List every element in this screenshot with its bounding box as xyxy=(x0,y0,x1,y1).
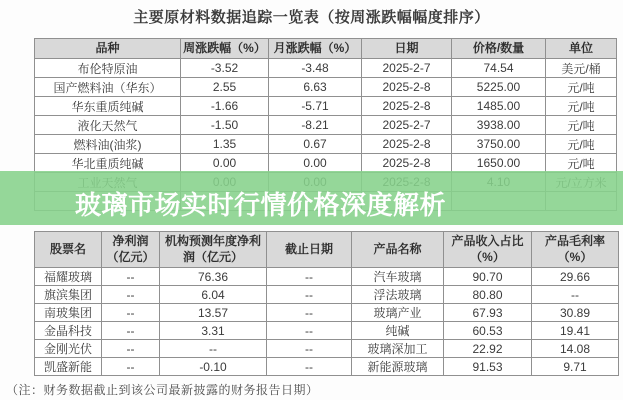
table-cell: -3.48 xyxy=(269,59,362,78)
table-row xyxy=(35,358,619,376)
table-cell: 9.71 xyxy=(532,358,619,376)
table-cell: 3.31 xyxy=(160,322,267,340)
table-cell: 2025-2-8 xyxy=(362,135,452,154)
table-cell: 3750.00 xyxy=(452,135,546,154)
table-cell: 旗滨集团 xyxy=(35,286,102,304)
table-cell: 南玻集团 xyxy=(35,304,102,322)
column-header: 单位 xyxy=(546,39,617,59)
table-cell: 80.80 xyxy=(444,286,532,304)
table-cell: 90.70 xyxy=(444,268,532,286)
table-cell: 2025-2-8 xyxy=(362,78,452,97)
table-row xyxy=(35,116,617,135)
table-cell: -- xyxy=(102,286,160,304)
table-cell: -- xyxy=(102,268,160,286)
table-cell: 60.53 xyxy=(444,322,532,340)
table-cell: 燃料油(油浆) xyxy=(35,135,181,154)
table-cell: 3938.00 xyxy=(452,116,546,135)
table-cell: 1485.00 xyxy=(452,97,546,116)
table-row xyxy=(35,268,619,286)
glass-stocks-table xyxy=(34,231,619,376)
table-cell: 国产燃料油（华东） xyxy=(35,78,181,97)
column-header: 品种 xyxy=(35,39,181,59)
table-cell: 元/吨 xyxy=(546,135,617,154)
table-row xyxy=(35,304,619,322)
table-cell: 1.35 xyxy=(181,135,269,154)
table-cell: -- xyxy=(267,358,352,376)
table-cell: 美元/桶 xyxy=(546,59,617,78)
table-cell: 0.67 xyxy=(269,135,362,154)
column-header: 净利润（亿元） xyxy=(102,232,160,268)
headline-text: 玻璃市场实时行情价格深度解析 xyxy=(74,190,446,220)
table-cell: 14.08 xyxy=(532,340,619,358)
footnote: （注：财务数据截止到该公司最新披露的财务报告日期） xyxy=(6,383,319,397)
table-cell: 6.04 xyxy=(160,286,267,304)
table-cell: 2025-2-7 xyxy=(362,116,452,135)
table-cell: -- xyxy=(267,268,352,286)
table-cell: 金刚光伏 xyxy=(35,340,102,358)
table-cell: -- xyxy=(267,304,352,322)
table-row xyxy=(35,286,619,304)
table-cell: -1.50 xyxy=(181,116,269,135)
column-header: 价格/数量 xyxy=(452,39,546,59)
table-cell: 元/吨 xyxy=(546,97,617,116)
table-cell: 2.55 xyxy=(181,78,269,97)
table-cell: -- xyxy=(532,286,619,304)
table-cell: 30.89 xyxy=(532,304,619,322)
table-cell: 0.00 xyxy=(269,154,362,173)
table-cell: 74.54 xyxy=(452,59,546,78)
table-cell: 浮法玻璃 xyxy=(352,286,444,304)
column-header: 产品收入占比（%） xyxy=(444,232,532,268)
table-cell: 5225.00 xyxy=(452,78,546,97)
table-cell: 新能源玻璃 xyxy=(352,358,444,376)
column-header: 截止日期 xyxy=(267,232,352,268)
table-cell: 1650.00 xyxy=(452,154,546,173)
table-cell: 13.57 xyxy=(160,304,267,322)
table-cell: 76.36 xyxy=(160,268,267,286)
headline-banner xyxy=(0,171,623,225)
table-cell: 布伦特原油 xyxy=(35,59,181,78)
table-cell: 元/吨 xyxy=(546,154,617,173)
table-cell: 6.63 xyxy=(269,78,362,97)
column-header: 产品毛利率（%） xyxy=(532,232,619,268)
table-cell: 19.41 xyxy=(532,322,619,340)
table-cell: -- xyxy=(267,340,352,358)
table-cell: -- xyxy=(102,304,160,322)
table-cell: -1.66 xyxy=(181,97,269,116)
table-cell: -- xyxy=(102,340,160,358)
table-cell: 汽车玻璃 xyxy=(352,268,444,286)
table-cell: -5.71 xyxy=(269,97,362,116)
table-row xyxy=(35,135,617,154)
page-title: 主要原材料数据追踪一览表（按周涨跌幅幅度排序） xyxy=(133,9,490,26)
column-header: 月涨跌幅（%） xyxy=(269,39,362,59)
table-row xyxy=(35,59,617,78)
table-row xyxy=(35,322,619,340)
table-cell: 0.00 xyxy=(181,154,269,173)
column-header: 日期 xyxy=(362,39,452,59)
table-cell: 玻璃产业 xyxy=(352,304,444,322)
table-cell: 液化天然气 xyxy=(35,116,181,135)
table-cell: 元/吨 xyxy=(546,78,617,97)
column-header: 周涨跌幅（%） xyxy=(181,39,269,59)
table-cell: 22.92 xyxy=(444,340,532,358)
table-cell: 华北重质纯碱 xyxy=(35,154,181,173)
table-row xyxy=(35,340,619,358)
table-cell: -8.21 xyxy=(269,116,362,135)
header-row xyxy=(35,232,619,268)
table-cell: 2025-2-7 xyxy=(362,59,452,78)
table-row xyxy=(35,78,617,97)
table-cell: 91.53 xyxy=(444,358,532,376)
table-row xyxy=(35,97,617,116)
table-cell: 玻璃深加工 xyxy=(352,340,444,358)
column-header: 股票名 xyxy=(35,232,102,268)
table-cell: 67.93 xyxy=(444,304,532,322)
table-cell: -- xyxy=(267,286,352,304)
table-row xyxy=(35,154,617,173)
table-cell: 金晶科技 xyxy=(35,322,102,340)
column-header: 产品名称 xyxy=(352,232,444,268)
table-cell: 纯碱 xyxy=(352,322,444,340)
column-header: 机构预测年度净利润（亿元） xyxy=(160,232,267,268)
table-cell: 凯盛新能 xyxy=(35,358,102,376)
table-cell: 29.66 xyxy=(532,268,619,286)
table-cell: -- xyxy=(160,340,267,358)
table-cell: -- xyxy=(102,322,160,340)
table-cell: 元/吨 xyxy=(546,116,617,135)
table-cell: 2025-2-8 xyxy=(362,154,452,173)
table-cell: -0.10 xyxy=(160,358,267,376)
table-cell: -- xyxy=(267,322,352,340)
table-cell: 福耀玻璃 xyxy=(35,268,102,286)
table-cell: -3.52 xyxy=(181,59,269,78)
table-cell: -- xyxy=(102,358,160,376)
table-cell: 华东重质纯碱 xyxy=(35,97,181,116)
header-row xyxy=(35,39,617,59)
table-cell: 2025-2-8 xyxy=(362,97,452,116)
